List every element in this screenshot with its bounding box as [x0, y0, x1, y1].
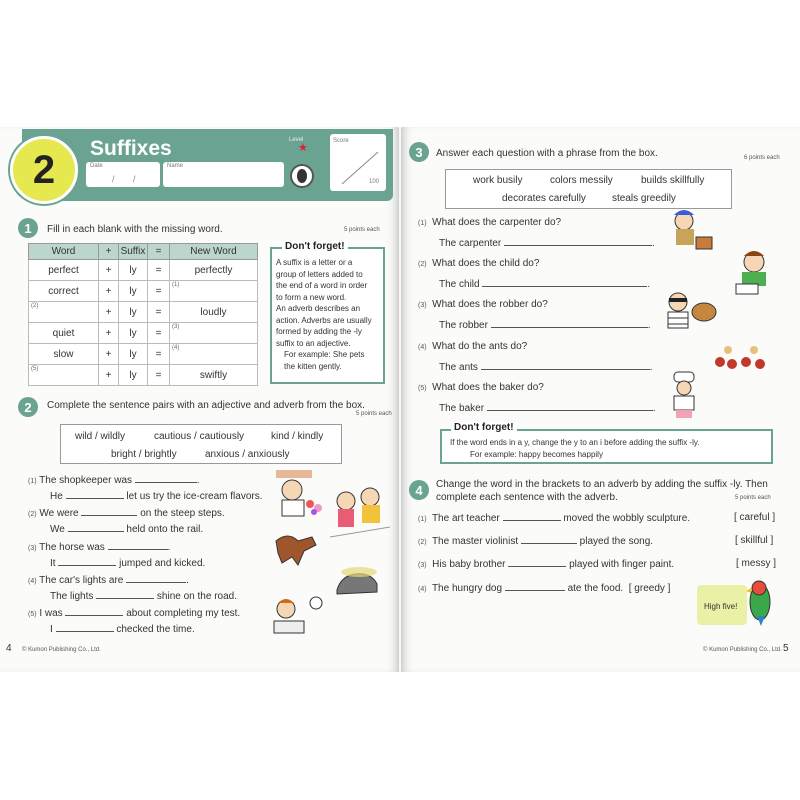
- suffix-cell: ly: [119, 281, 148, 302]
- box2-item: kind / kindly: [271, 431, 324, 442]
- answer-blank[interactable]: [56, 623, 114, 632]
- list-item: (1) The shopkeeper was .: [28, 475, 200, 486]
- header-equals: =: [148, 244, 170, 260]
- section-1-number: 1: [18, 218, 38, 238]
- suffix-cell: ly: [119, 260, 148, 281]
- equals-cell: =: [148, 344, 170, 365]
- box3-item: builds skillfully: [641, 175, 705, 186]
- answer-blank[interactable]: [508, 558, 566, 567]
- student-test-illustration: [266, 595, 326, 637]
- bracket-word: [ skillful ]: [735, 535, 774, 546]
- word-cell: slow: [53, 348, 74, 360]
- answer-blank[interactable]: [68, 523, 124, 532]
- date-label: Date: [90, 163, 103, 169]
- plus-cell: +: [99, 344, 119, 365]
- star-icon: ★: [298, 142, 308, 154]
- score-label: Score: [333, 138, 349, 144]
- answer-blank[interactable]: [504, 237, 652, 246]
- box2-item: wild / wildly: [75, 431, 126, 442]
- answer-blank[interactable]: [81, 507, 137, 516]
- question: (2) What does the child do?: [418, 258, 540, 269]
- list-item: The lights shine on the road.: [50, 591, 237, 602]
- answer-blank[interactable]: [96, 590, 154, 599]
- box3-item: decorates carefully: [502, 193, 586, 204]
- word-box-2: [60, 424, 342, 464]
- plus-cell: +: [99, 260, 119, 281]
- section-4-instruction-line1: Change the word in the brackets to an adverb by adding the suffix -ly. Then: [436, 479, 768, 490]
- section-4-number: 4: [409, 480, 429, 500]
- page-number-right: 5: [783, 643, 789, 654]
- high-five-text: High five!: [704, 602, 738, 611]
- box3-item: steals greedily: [612, 193, 676, 204]
- question: (4) What do the ants do?: [418, 341, 528, 352]
- table-row: correct + ly = (1): [29, 281, 258, 302]
- suffix-cell: ly: [119, 344, 148, 365]
- ants-illustration: [710, 342, 774, 380]
- word-cell: perfect: [48, 264, 79, 276]
- plus-cell: +: [99, 281, 119, 302]
- table-row: (2) + ly = loudly: [29, 302, 258, 323]
- answer-line: The robber .: [439, 320, 651, 331]
- list-item: We held onto the rail.: [50, 524, 204, 535]
- section-2-points: 5 points each: [356, 411, 392, 417]
- word-table: [28, 243, 258, 386]
- list-item: (4) The hungry dog ate the food. [ greedy ]: [418, 583, 671, 594]
- new-word-cell: swiftly: [199, 369, 228, 381]
- suffix-cell: ly: [119, 323, 148, 344]
- suffix-cell: ly: [119, 365, 148, 386]
- car-illustration: [333, 566, 381, 600]
- baker-illustration: [666, 370, 702, 420]
- answer-blank[interactable]: [481, 361, 650, 370]
- page-number-left: 4: [6, 643, 12, 654]
- box3-item: colors messily: [550, 175, 613, 186]
- section-1-instruction: Fill in each blank with the missing word.: [47, 224, 223, 235]
- copyright-right: © Kumon Publishing Co., Ltd.: [703, 647, 782, 653]
- box3-item: work busily: [473, 175, 523, 186]
- suffix-cell: ly: [119, 302, 148, 323]
- bracket-word: [ careful ]: [734, 512, 776, 523]
- list-item: It jumped and kicked.: [50, 558, 206, 569]
- answer-blank[interactable]: [503, 512, 561, 521]
- box2-item: cautious / cautiously: [154, 431, 245, 442]
- answer-blank[interactable]: [58, 557, 116, 566]
- header-word: Word: [29, 244, 99, 260]
- bracket-word: [ greedy ]: [628, 583, 671, 594]
- answer-blank[interactable]: [126, 574, 186, 583]
- list-item: (3) His baby brother played with finger paint.: [418, 559, 675, 570]
- question: (5) What does the baker do?: [418, 382, 544, 393]
- answer-blank[interactable]: [482, 278, 647, 287]
- box2-item: anxious / anxiously: [205, 449, 290, 460]
- table-row: (5) + ly = swiftly: [29, 365, 258, 386]
- carpenter-illustration: [666, 207, 716, 255]
- table-row: slow + ly = (4): [29, 344, 258, 365]
- answer-blank[interactable]: [487, 402, 653, 411]
- plus-cell: +: [99, 302, 119, 323]
- dont-forget-text-1: A suffix is a letter or a group of letters added to the end of a word in order to form a new word. An adverb describes an action. Adverbs are usually formed by adding the -ly suffix to an adjective. For example: She pets the kitten gently.: [276, 258, 372, 371]
- bracket-word: [ messy ]: [736, 558, 777, 569]
- answer-blank[interactable]: [135, 474, 197, 483]
- parrot-illustration: [745, 578, 775, 626]
- answer-blank[interactable]: [66, 490, 124, 499]
- dont-forget-text-2: If the word ends in a y, change the y to an i before adding the suffix -ly.: [450, 438, 700, 447]
- equals-cell: =: [148, 260, 170, 281]
- table-row: quiet + ly = (3): [29, 323, 258, 344]
- new-word-cell: perfectly: [194, 264, 233, 276]
- equals-cell: =: [148, 302, 170, 323]
- answer-blank[interactable]: [521, 535, 577, 544]
- table-row: [29, 260, 258, 281]
- lesson-title: Suffixes: [90, 137, 172, 160]
- dont-forget-example-2: For example: happy becomes happily: [470, 450, 603, 459]
- section-1-points: 5 points each: [344, 227, 380, 233]
- header-plus: +: [99, 244, 119, 260]
- answer-line: The ants .: [439, 362, 653, 373]
- word-cell: correct: [48, 285, 79, 297]
- list-item: (4) The car's lights are .: [28, 575, 189, 586]
- section-3-instruction: Answer each question with a phrase from the box.: [436, 148, 658, 159]
- answer-line: The child .: [439, 279, 651, 290]
- question: (1) What does the carpenter do?: [418, 217, 562, 228]
- answer-blank[interactable]: [65, 607, 123, 616]
- score-max: 100: [369, 179, 380, 185]
- section-2-instruction: Complete the sentence pairs with an adjective and adverb from the box.: [47, 400, 365, 411]
- new-word-cell: loudly: [200, 306, 227, 318]
- header-new-word: New Word: [170, 244, 258, 260]
- section-3-number: 3: [409, 142, 429, 162]
- section-3-points: 6 points each: [744, 155, 780, 161]
- answer-line: The carpenter .: [439, 238, 655, 249]
- level-label: Level: [289, 137, 304, 143]
- answer-blank[interactable]: [505, 582, 565, 591]
- question: (3) What does the robber do?: [418, 299, 548, 310]
- answer-line: The baker .: [439, 403, 656, 414]
- shopkeeper-illustration: [268, 468, 326, 518]
- equals-cell: =: [148, 365, 170, 386]
- list-item: (3) The horse was .: [28, 542, 171, 553]
- list-item: I checked the time.: [50, 624, 195, 635]
- box2-item: bright / brightly: [111, 449, 177, 460]
- answer-blank[interactable]: [491, 319, 648, 328]
- equals-cell: =: [148, 323, 170, 344]
- list-item: (2) We were on the steep steps.: [28, 508, 225, 519]
- section-4-points: 5 points each: [735, 495, 771, 501]
- list-item: (1) The art teacher moved the wobbly sculpture.: [418, 513, 691, 524]
- robber-illustration: [660, 290, 720, 332]
- horse-illustration: [268, 527, 320, 569]
- plus-cell: +: [99, 323, 119, 344]
- list-item: He let us try the ice-cream flavors.: [50, 491, 263, 502]
- child-coloring-illustration: [730, 248, 778, 296]
- children-on-steps-illustration: [330, 487, 390, 542]
- word-cell: quiet: [52, 327, 75, 339]
- lesson-number-badge: 2: [10, 136, 78, 204]
- name-label: Name: [167, 163, 184, 169]
- plus-cell: +: [99, 365, 119, 386]
- list-item: (5) I was about completing my test.: [28, 608, 241, 619]
- level-face-icon: [290, 164, 314, 188]
- copyright-left: © Kumon Publishing Co., Ltd.: [22, 647, 101, 653]
- header-suffix: Suffix: [119, 244, 148, 260]
- table-header-row: [29, 244, 258, 260]
- dont-forget-heading-2: Don't forget!: [451, 422, 517, 433]
- section-4-instruction-line2: complete each sentence with the adverb.: [436, 492, 618, 503]
- list-item: (2) The master violinist played the song.: [418, 536, 654, 547]
- answer-blank[interactable]: [108, 541, 168, 550]
- section-2-number: 2: [18, 397, 38, 417]
- date-slashes: / /: [112, 174, 136, 184]
- dont-forget-heading-1: Don't forget!: [282, 241, 348, 252]
- equals-cell: =: [148, 281, 170, 302]
